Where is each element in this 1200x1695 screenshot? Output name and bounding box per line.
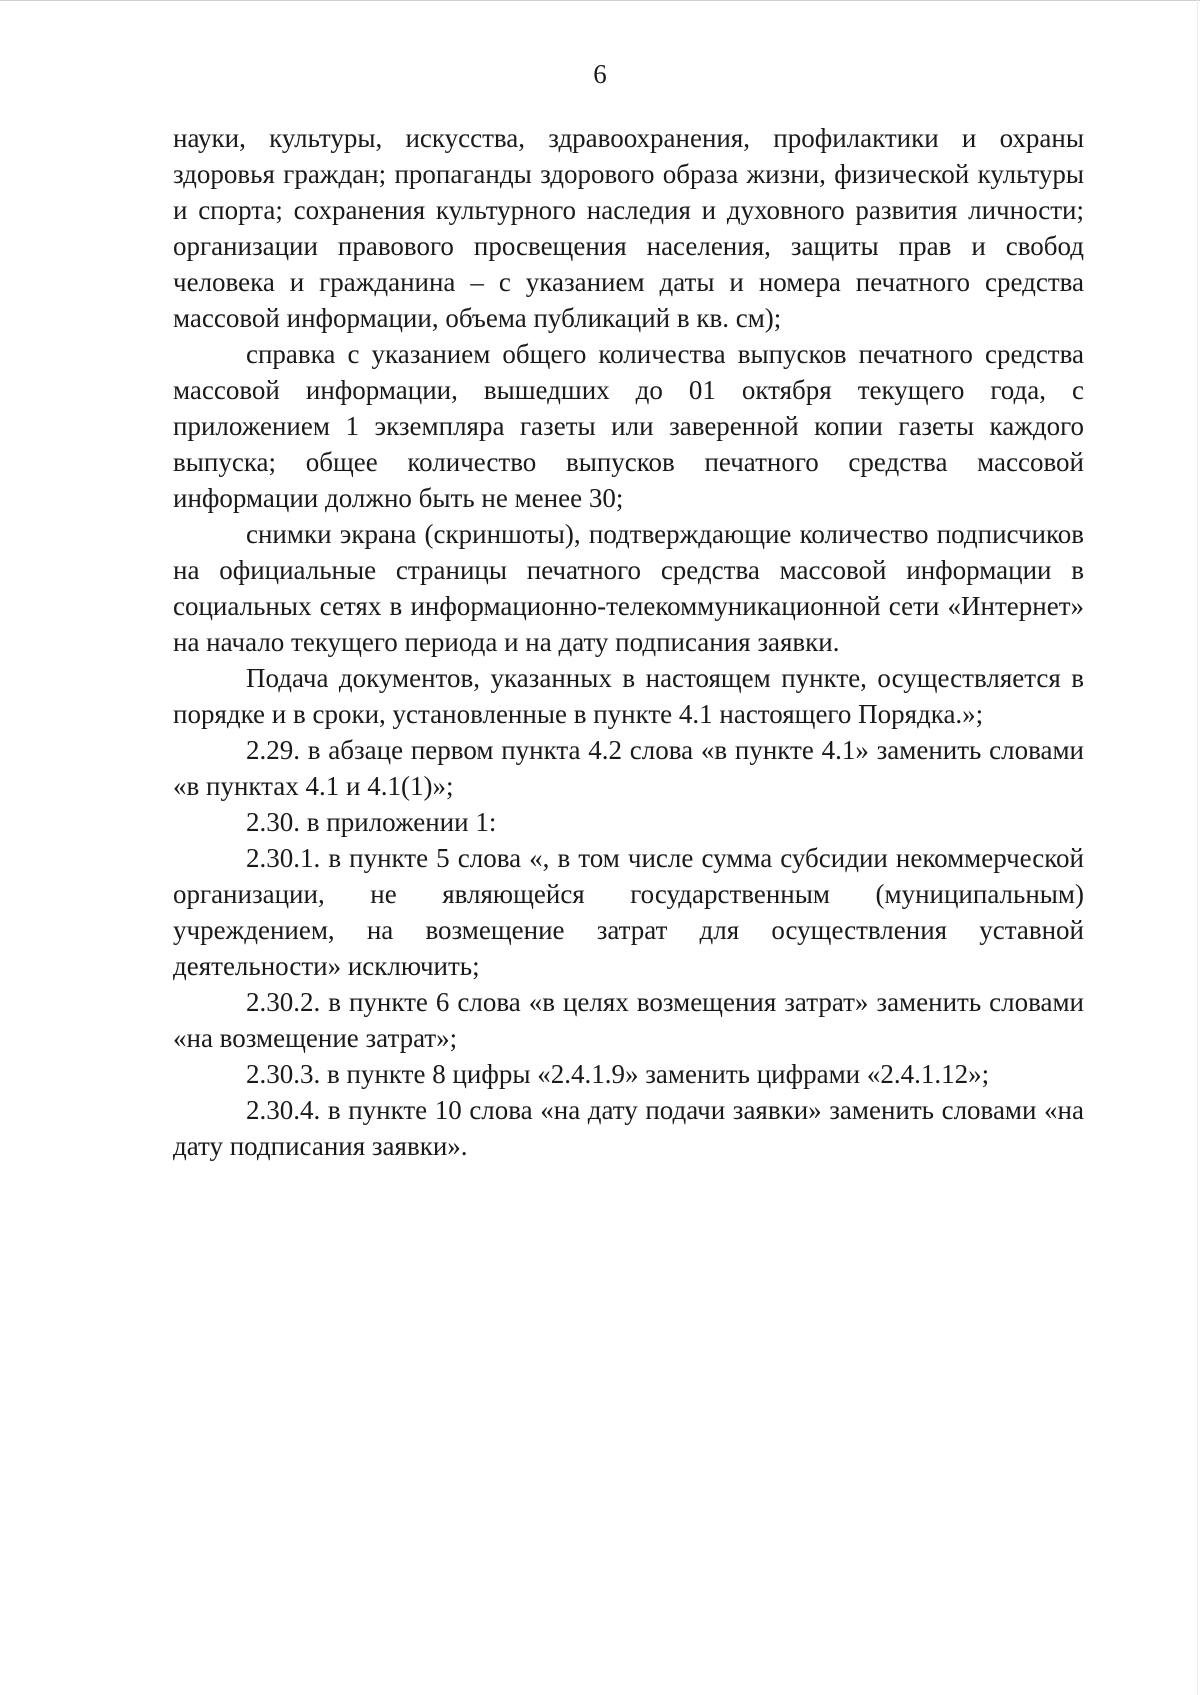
scan-edge-right (1197, 0, 1198, 1695)
paragraph-2-30-2: 2.30.2. в пункте 6 слова «в целях возмещения затрат» заменить словами «на возмещение затрат»; (173, 987, 1084, 1053)
paragraph-continuation: науки, культуры, искусства, здравоохранения, профилактики и охраны здоровья граждан; пропаганды здорового образа жизни, физической культуры и спорта; сохранения культурного наследия и духовного развития личности; организации правового просвещения населения, защиты прав и свобод человека и гражданина – с указанием даты и номера печатного средства массовой информации, объема публикаций в кв. см); (173, 123, 1084, 333)
paragraph-2-30-1: 2.30.1. в пункте 5 слова «, в том числе сумма субсидии некоммерческой организации, не являющейся государственным (муниципальным) учреждением, на возмещение затрат для осуществления уставной деятельности» исключить; (173, 843, 1084, 981)
paragraph-circulation-certificate: справка с указанием общего количества выпусков печатного средства массовой информации, вышедших до 01 октября текущего года, с приложением 1 экземпляра газеты или заверенной копии газеты каждого выпуска; общее количество выпусков печатного средства массовой информации должно быть не менее 30; (173, 339, 1084, 513)
paragraph-2-29: 2.29. в абзаце первом пункта 4.2 слова «в пункте 4.1» заменить словами «в пунктах 4.1 и 4.1(1)»; (173, 735, 1084, 801)
page-number: 6 (593, 59, 607, 89)
paragraph-2-30-3: 2.30.3. в пункте 8 цифры «2.4.1.9» заменить цифрами «2.4.1.12»; (246, 1059, 990, 1089)
paragraph-2-30: 2.30. в приложении 1: (246, 807, 497, 837)
paragraph-2-30-4: 2.30.4. в пункте 10 слова «на дату подачи заявки» заменить словами «на дату подписания заявки». (173, 1095, 1084, 1161)
document-body (173, 120, 1084, 1164)
paragraph-screenshots: снимки экрана (скриншоты), подтверждающие количество подписчиков на официальные страницы печатного средства массовой информации в социальных сетях в информационно-телекоммуникационной сети «Интернет» на начало текущего периода и на дату подписания заявки. (173, 519, 1084, 657)
scan-edge-top (0, 0, 1200, 1)
paragraph-submission-order: Подача документов, указанных в настоящем пункте, осуществляется в порядке и в сроки, установленные в пункте 4.1 настоящего Порядка.»; (173, 663, 1084, 729)
